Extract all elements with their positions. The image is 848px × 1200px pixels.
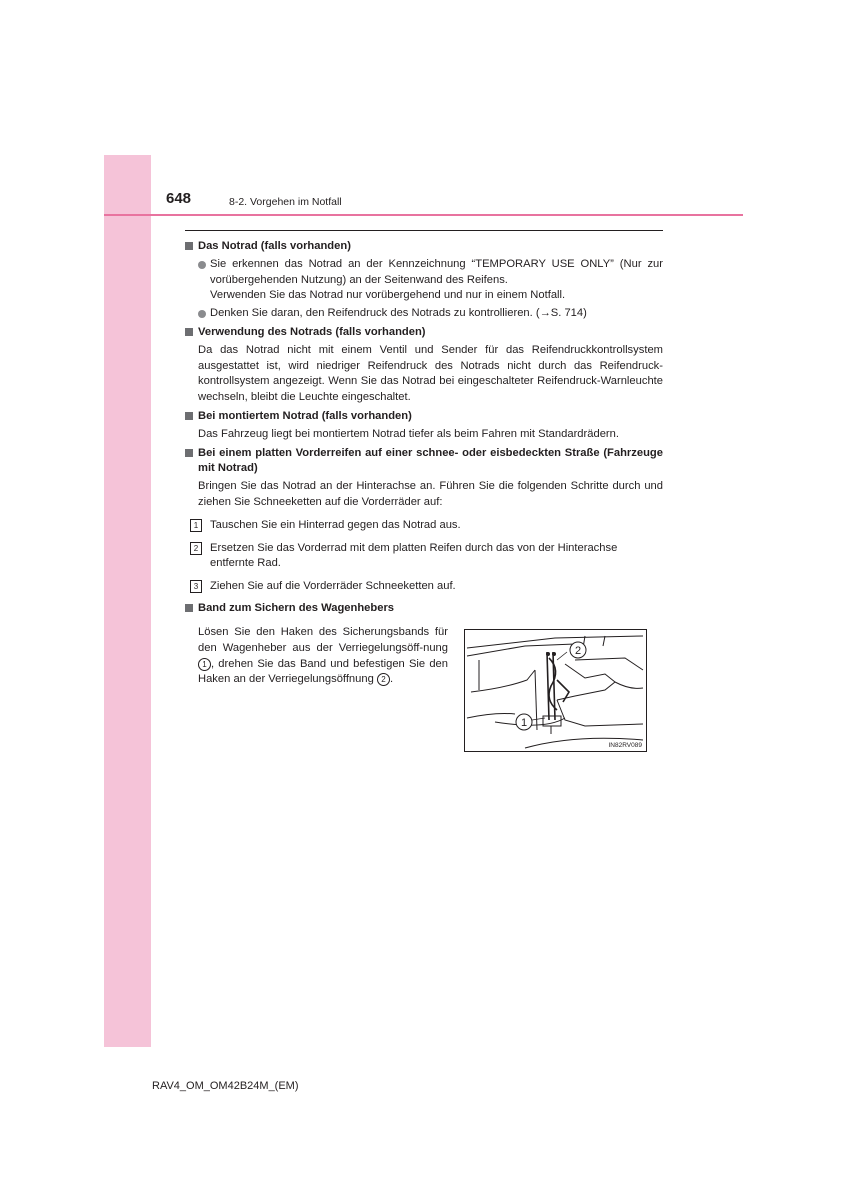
step-item: 2 Ersetzen Sie das Vorderrad mit dem platten Reifen durch das von der Hinterachse entfernte Rad. [185, 541, 663, 573]
jack-strap-instructions: Lösen Sie den Haken des Sicherungsbands für den Wagenheber aus der Verriegelungsöff-nung 1 , drehen Sie das Band und befestigen Sie den Haken an der Verriegelungsöffnung 2 . [198, 626, 448, 686]
chapter-title: 8-2. Vorgehen im Notfall [229, 196, 342, 208]
header-rule [104, 214, 743, 216]
content [185, 236, 663, 617]
figure-code: IN82RV089 [608, 742, 642, 749]
section-heading: Bei einem platten Vorderreifen auf einer schnee- oder eisbedeckten Straße (Fahrzeuge mit Notrad) [185, 446, 663, 478]
circle-bullet-icon [198, 310, 206, 318]
section-heading: Band zum Sichern des Wagenhebers [185, 601, 663, 617]
step-item: 3 Ziehen Sie auf die Vorderräder Schneeketten auf. [185, 579, 663, 595]
square-bullet-icon [185, 242, 193, 250]
jack-strap-figure [464, 629, 647, 752]
step-number: 1 [190, 519, 202, 532]
footer-doc-code: RAV4_OM_OM42B24M_(EM) [152, 1080, 299, 1092]
figure-label-1: 1 [520, 717, 528, 729]
circle-bullet-icon [198, 261, 206, 269]
step-item: 1 Tauschen Sie ein Hinterrad gegen das Notrad aus. [185, 518, 663, 534]
side-tab [104, 155, 151, 1047]
content-rule [185, 230, 663, 231]
page-number: 648 [166, 190, 192, 207]
callout-2: 2 [377, 673, 390, 686]
square-bullet-icon [185, 449, 193, 457]
step-number: 3 [190, 580, 202, 593]
section-body: Da das Notrad nicht mit einem Ventil und Sender für das Reifendruckkontrollsystem ausgestattet ist, wird niedriger Reifendruck des Notrads nicht durch das Reifendruck-kontrollsystem angezeigt. Wenn Sie das Notrad bei eingeschalteter Reifendruck-Warnleuchte wechseln, bleibt die Leuchte eingeschaltet. [198, 343, 663, 404]
square-bullet-icon [185, 604, 193, 612]
jack-strap-illustration [465, 630, 646, 751]
section-body: Bringen Sie das Notrad an der Hinterachse an. Führen Sie die folgenden Schritte durch und ziehen Sie Schneeketten auf die Vorderräder auf: [198, 480, 663, 508]
step-number: 2 [190, 542, 202, 555]
section-heading: Bei montiertem Notrad (falls vorhanden) [185, 409, 663, 425]
section-heading: Das Notrad (falls vorhanden) [185, 239, 663, 255]
section-body: Das Fahrzeug liegt bei montiertem Notrad tiefer als beim Fahren mit Standardrädern. [198, 427, 619, 440]
bullet-item: Denken Sie daran, den Reifendruck des Notrads zu kontrollieren. (→S. 714) [185, 306, 663, 322]
section-heading: Verwendung des Notrads (falls vorhanden) [185, 325, 663, 341]
square-bullet-icon [185, 412, 193, 420]
square-bullet-icon [185, 328, 193, 336]
callout-1: 1 [198, 658, 211, 671]
figure-label-2: 2 [574, 645, 582, 657]
bullet-item: Sie erkennen das Notrad an der Kennzeichnung “TEMPORARY USE ONLY” (Nur zur vorübergehenden Nutzung) an der Seitenwand des Reifens. Verwenden Sie das Notrad nur vorübergehend und nur in einem Notfall. [185, 257, 663, 304]
